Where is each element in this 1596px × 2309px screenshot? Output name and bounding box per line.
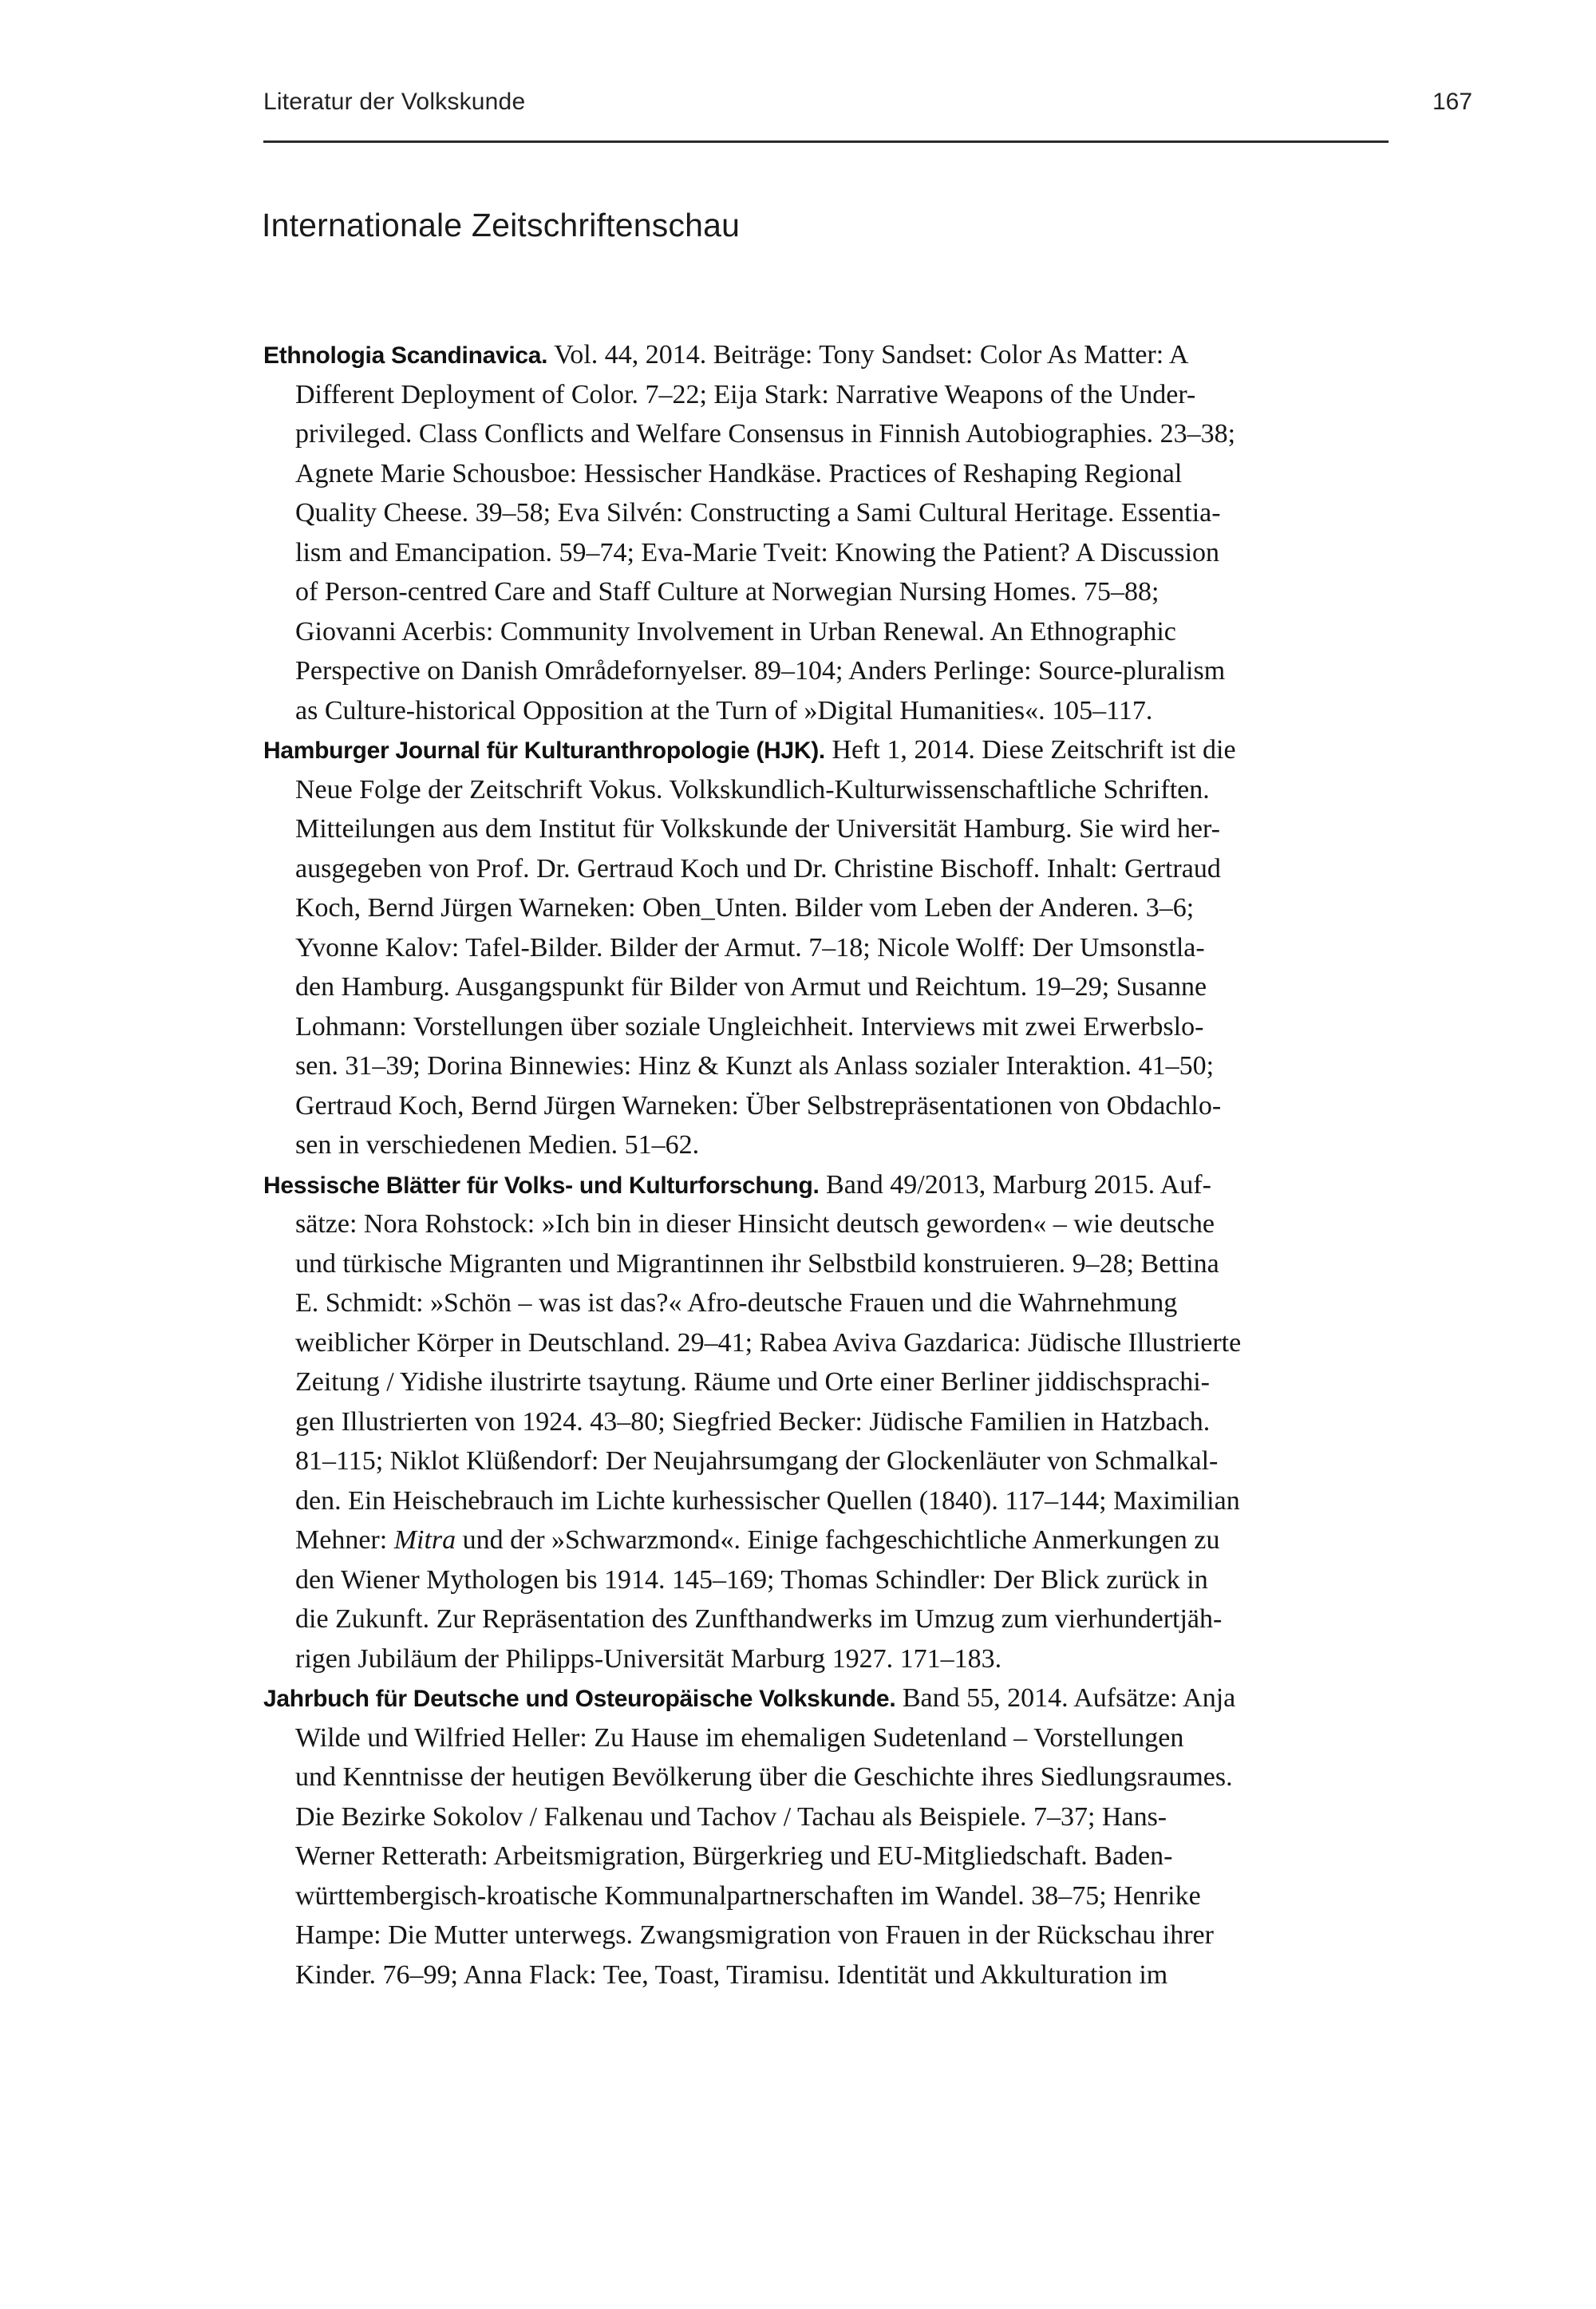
journal-entry [263,730,1452,1165]
body-text: Koch, Bernd Jürgen Warneken: Oben_Unten. Bilder vom Leben der Anderen. 3–6; [295,893,1195,923]
text-line [295,493,1452,533]
body-text: Different Deployment of Color. 7–22; Eija Stark: Narrative Weapons of the Under- [295,379,1196,409]
running-header: Literatur der Volkskunde [263,89,526,115]
body-text: as Culture-historical Opposition at the Turn of »Digital Humanities«. 105–117. [295,695,1153,726]
body-text: den Hamburg. Ausgangspunkt für Bilder von Armut und Reichtum. 19–29; Susanne [295,972,1207,1002]
body-text: sätze: Nora Rohstock: »Ich bin in dieser Hinsicht deutsch geworden« – wie deutsche [295,1209,1215,1239]
body-text: gen Illustrierten von 1924. 43–80; Siegfried Becker: Jüdische Familien in Hatzbach. [295,1406,1211,1437]
text-line [295,1718,1452,1758]
body-text: Wilde und Wilfried Heller: Zu Hause im ehemaligen Sudetenland – Vorstellungen [295,1722,1184,1753]
text-line [295,1797,1452,1837]
body-text: Zeitung / Yidishe ilustrirte tsaytung. Räume und Orte einer Berliner jiddischsprachi- [295,1367,1210,1397]
text-line [295,572,1452,612]
text-line [263,730,1452,770]
body-text: Hampe: Die Mutter unterwegs. Zwangsmigration von Frauen in der Rückschau ihrer [295,1920,1214,1950]
text-line [295,414,1452,454]
body-text: sen in verschiedenen Medien. 51–62. [295,1130,700,1160]
text-line [295,1244,1452,1284]
text-line [263,1165,1452,1205]
text-line [263,1678,1452,1718]
text-line [295,1362,1452,1402]
body-text: Band 49/2013, Marburg 2015. Auf- [819,1169,1211,1200]
body-text: die Zukunft. Zur Repräsentation des Zunfthandwerks im Umzug zum vierhundertjäh- [295,1604,1223,1634]
text-line [295,1323,1452,1363]
section-title: Internationale Zeitschriftenschau [262,207,741,243]
body-text: weiblicher Körper in Deutschland. 29–41; Rabea Aviva Gazdarica: Jüdische Illustrierte [295,1327,1242,1358]
body-text: Kinder. 76–99; Anna Flack: Tee, Toast, Tiramisu. Identität und Akkulturation im [295,1959,1168,1990]
body-text: sen. 31–39; Dorina Binnewies: Hinz & Kunzt als Anlass sozialer Interaktion. 41–50; [295,1051,1215,1081]
italic-text: Mitra [393,1525,456,1555]
text-line [295,691,1452,731]
body-text: Yvonne Kalov: Tafel-Bilder. Bilder der Armut. 7–18; Nicole Wolff: Der Umsonstla- [295,932,1205,963]
text-line [295,533,1452,573]
text-line [295,1837,1452,1876]
text-line [295,1481,1452,1521]
text-line [295,1283,1452,1323]
text-line [295,967,1452,1007]
text-line [295,1876,1452,1916]
text-line [295,1639,1452,1679]
journal-entry [263,1678,1452,1995]
text-line [295,770,1452,810]
text-line [295,888,1452,928]
body-text: privileged. Class Conflicts and Welfare Consensus in Finnish Autobiographies. 23–38; [295,419,1236,449]
body-text: Neue Folge der Zeitschrift Vokus. Volkskundlich-Kulturwissenschaftliche Schriften. [295,774,1210,805]
body-text: Perspective on Danish Områdefornyelser. 89–104; Anders Perlinge: Source-pluralism [295,656,1226,686]
journal-title: Ethnologia Scandinavica. [263,342,548,369]
body-text: und Kenntnisse der heutigen Bevölkerung über die Geschichte ihres Siedlungsraumes. [295,1762,1233,1792]
body-text: E. Schmidt: »Schön – was ist das?« Afro-deutsche Frauen und die Wahrnehmung [295,1288,1178,1318]
text-line [263,335,1452,375]
text-line [295,612,1452,652]
journal-entry [263,1165,1452,1679]
body-text: Gertraud Koch, Bernd Jürgen Warneken: Über Selbstrepräsentationen von Obdachlo- [295,1090,1222,1121]
journal-title: Hamburger Journal für Kulturanthropologie (HJK). [263,737,825,764]
text-line [295,1599,1452,1639]
body-text: Giovanni Acerbis: Community Involvement in Urban Renewal. An Ethnographic [295,616,1176,646]
body-text: 81–115; Niklot Klüßendorf: Der Neujahrsumgang der Glockenläuter von Schmalkal- [295,1446,1219,1476]
text-line [295,1955,1452,1995]
text-line [295,1520,1452,1560]
text-line [295,1046,1452,1086]
text-line [295,1441,1452,1481]
journal-title: Jahrbuch für Deutsche und Osteuropäische Volkskunde. [263,1686,896,1712]
body-text: württembergisch-kroatische Kommunalpartnerschaften im Wandel. 38–75; Henrike [295,1880,1201,1911]
text-line [295,375,1452,415]
text-line [295,454,1452,494]
body-text: rigen Jubiläum der Philipps-Universität Marburg 1927. 171–183. [295,1643,1002,1674]
text-line [295,1916,1452,1955]
text-line [295,1086,1452,1126]
body-text: Heft 1, 2014. Diese Zeitschrift ist die [824,735,1236,765]
body-text: Quality Cheese. 39–58; Eva Silvén: Constructing a Sami Cultural Heritage. Essentia- [295,498,1221,528]
text-line [295,1560,1452,1600]
body-text: Band 55, 2014. Aufsätze: Anja [895,1683,1236,1713]
body-text: lism and Emancipation. 59–74; Eva-Marie Tveit: Knowing the Patient? A Discussion [295,537,1220,567]
body-text: den. Ein Heischebrauch im Lichte kurhessischer Quellen (1840). 117–144; Maximilian [295,1485,1240,1516]
body-text: Lohmann: Vorstellungen über soziale Ungleichheit. Interviews mit zwei Erwerbslo- [295,1011,1204,1042]
text-line [295,1007,1452,1047]
text-line [295,809,1452,849]
body-text: Werner Retterath: Arbeitsmigration, Bürgerkrieg und EU-Mitgliedschaft. Baden- [295,1841,1173,1871]
header-rule [263,140,1389,143]
body-text: Die Bezirke Sokolov / Falkenau und Tachov / Tachau als Beispiele. 7–37; Hans- [295,1801,1167,1832]
body-text: ausgegeben von Prof. Dr. Gertraud Koch und Dr. Christine Bischoff. Inhalt: Gertraud [295,853,1221,884]
text-line [295,1757,1452,1797]
body-text: und türkische Migranten und Migrantinnen ihr Selbstbild konstruieren. 9–28; Bettina [295,1248,1219,1279]
text-line [295,1204,1452,1244]
text-line [295,651,1452,691]
journal-title: Hessische Blätter für Volks- und Kulturforschung. [263,1172,820,1199]
text-line [295,928,1452,968]
body-text: Vol. 44, 2014. Beiträge: Tony Sandset: Color As Matter: A [547,340,1189,370]
body-text: Agnete Marie Schousboe: Hessischer Handkäse. Practices of Reshaping Regional [295,458,1183,488]
text-line [295,1402,1452,1442]
page-number: 167 [1432,89,1473,115]
text-line [295,849,1452,889]
body-text: den Wiener Mythologen bis 1914. 145–169; Thomas Schindler: Der Blick zurück in [295,1564,1208,1595]
body-text: Mehner: [295,1525,394,1555]
body-text: of Person-centred Care and Staff Culture at Norwegian Nursing Homes. 75–88; [295,577,1159,607]
body-text: und der »Schwarzmond«. Einige fachgeschichtliche Anmerkungen zu [456,1525,1220,1555]
body-text: Mitteilungen aus dem Institut für Volkskunde der Universität Hamburg. Sie wird her- [295,814,1220,844]
text-line [295,1125,1452,1165]
journal-entry [263,335,1452,730]
entries [263,335,1452,1995]
